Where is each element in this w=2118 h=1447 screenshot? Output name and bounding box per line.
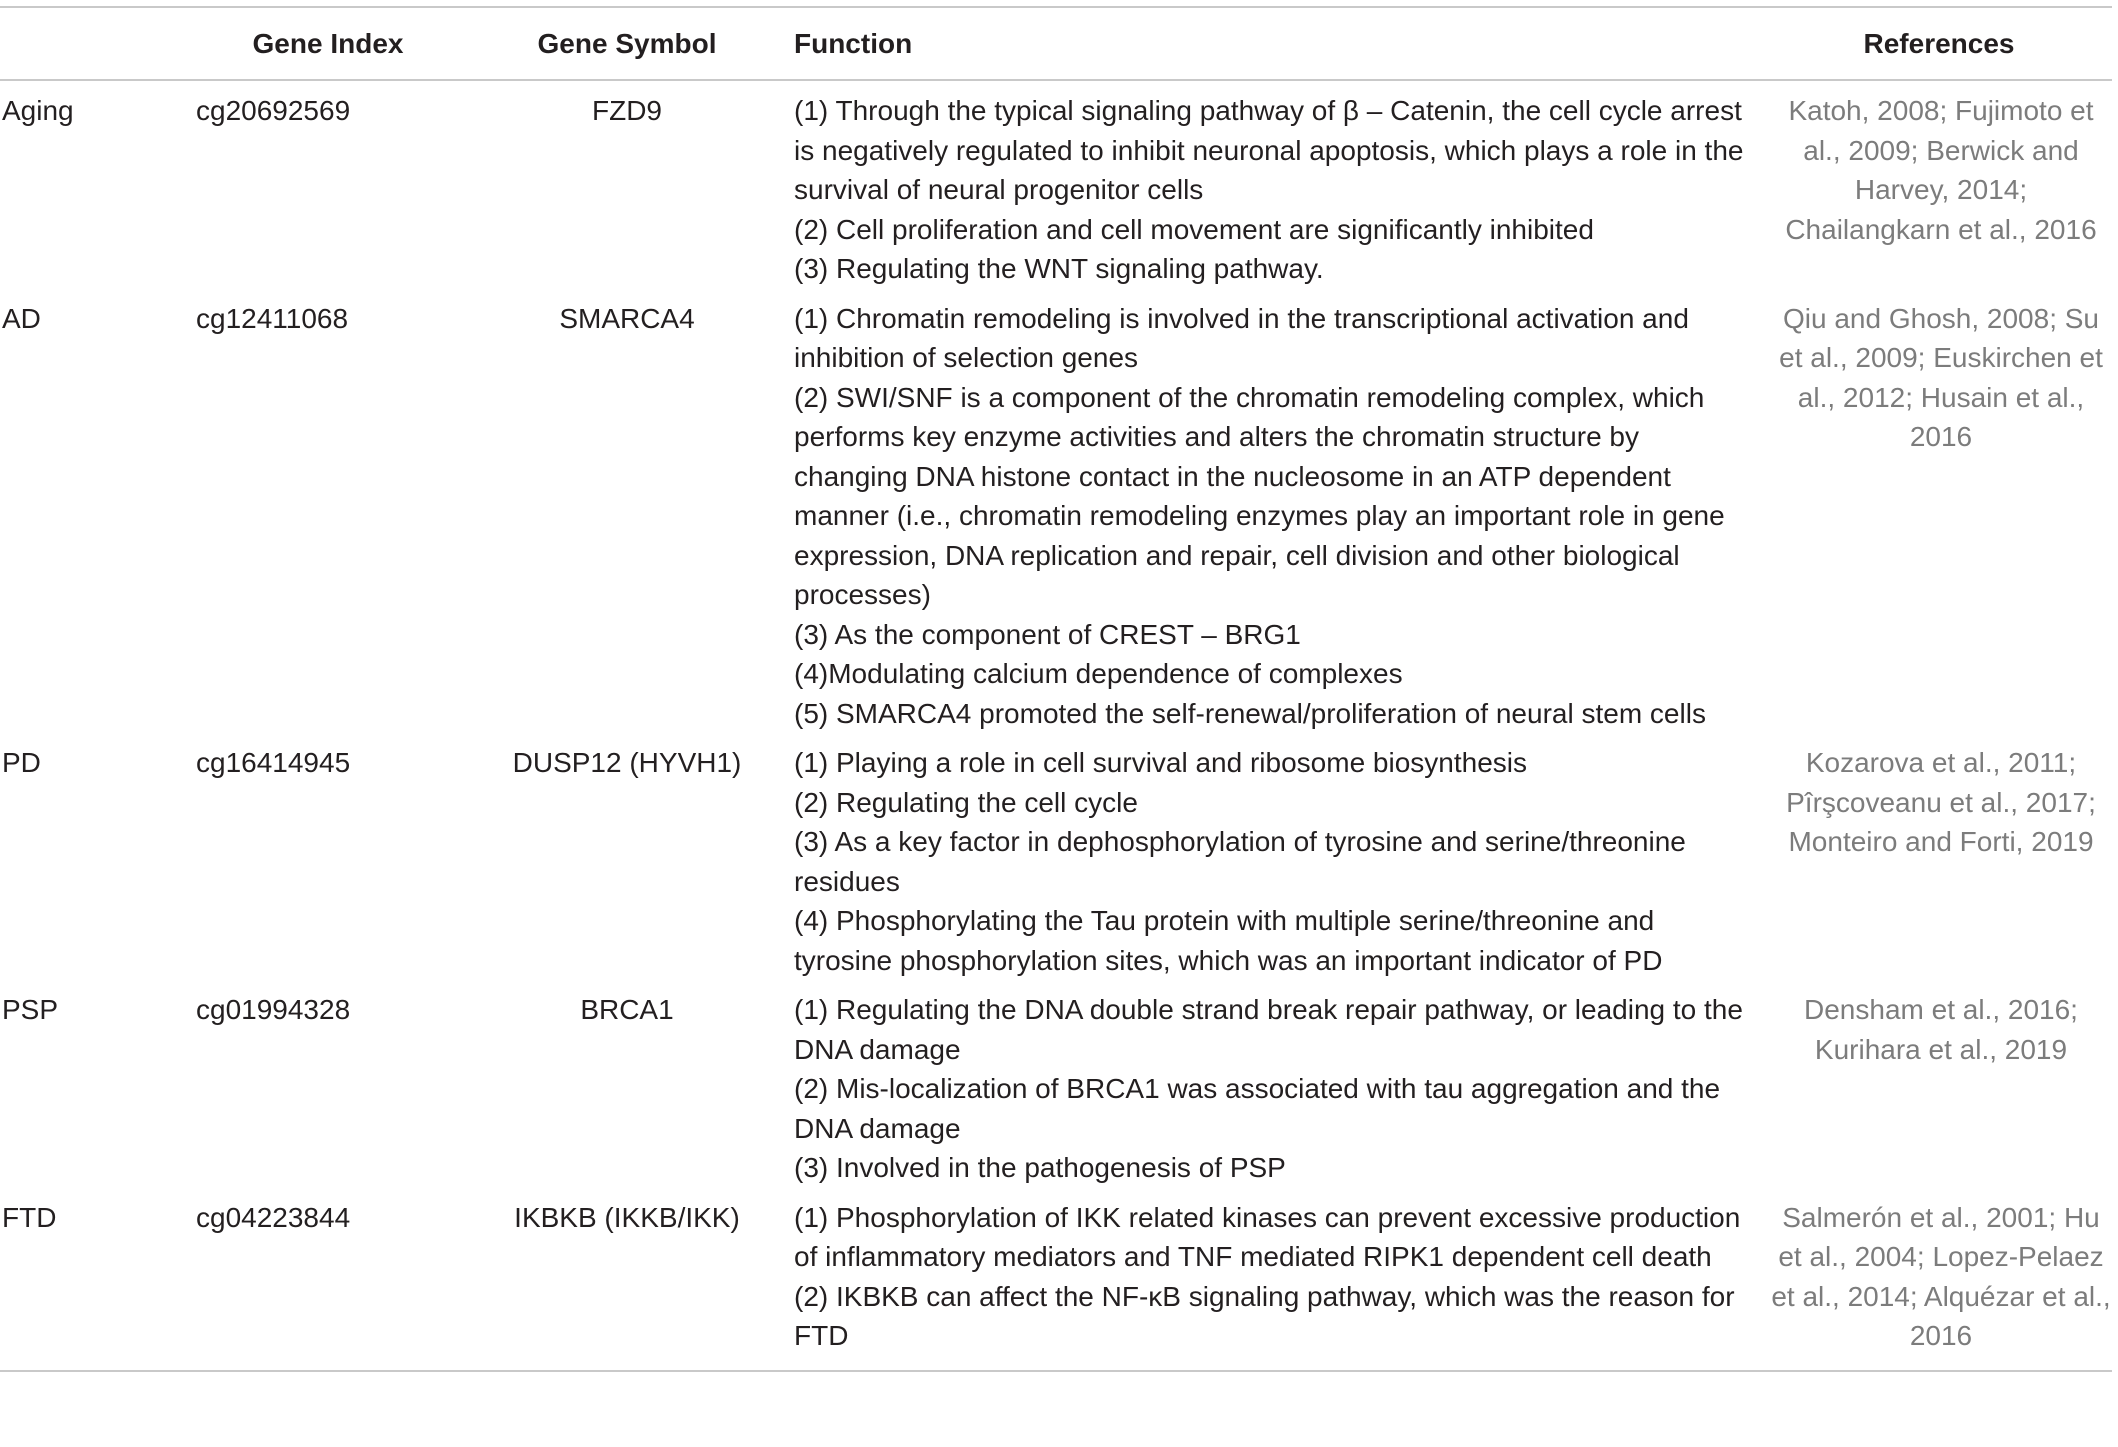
disease-cell: PD bbox=[2, 747, 41, 778]
header-gene-index: Gene Index bbox=[196, 7, 460, 80]
gene-index-cell: cg16414945 bbox=[196, 747, 351, 778]
function-item: (4) Phosphorylating the Tau protein with multiple serine/threonine and tyrosine phosphorylation sites, which was an important indicator of PD bbox=[794, 905, 1663, 976]
header-row bbox=[0, 7, 2112, 80]
header-gene-symbol: Gene Symbol bbox=[460, 7, 794, 80]
function-item: (2) IKBKB can affect the NF-κB signaling pathway, which was the reason for FTD bbox=[794, 1280, 1735, 1351]
function-item: (3) Involved in the pathogenesis of PSP bbox=[794, 1152, 1286, 1183]
references-cell: Salmerón et al., 2001; Hu et al., 2004; Lopez-Pelaez et al., 2014; Alquézar et al., 2016 bbox=[1766, 1193, 2112, 1371]
function-item: (1) Chromatin remodeling is involved in the transcriptional activation and inhibition of selection genes bbox=[794, 302, 1689, 373]
table-row bbox=[0, 294, 2112, 739]
gene-index-cell: cg12411068 bbox=[196, 302, 349, 334]
function-cell bbox=[794, 1193, 1766, 1371]
function-cell bbox=[794, 985, 1766, 1193]
disease-cell: Aging bbox=[2, 95, 74, 126]
function-item: (5) SMARCA4 promoted the self-renewal/proliferation of neural stem cells bbox=[794, 697, 1706, 729]
gene-index-cell: cg01994328 bbox=[196, 994, 351, 1025]
function-item: (3) As the component of CREST – BRG1 bbox=[794, 618, 1301, 650]
table-row bbox=[0, 985, 2112, 1193]
table-row bbox=[0, 1193, 2112, 1371]
gene-symbol-cell: FZD9 bbox=[592, 95, 662, 126]
table-body bbox=[0, 80, 2112, 1371]
table-row bbox=[0, 80, 2112, 294]
references-cell: Kozarova et al., 2011; Pîrşcoveanu et al., 2017; Monteiro and Forti, 2019 bbox=[1786, 747, 2096, 857]
function-cell bbox=[794, 294, 1766, 739]
function-item: (1) Playing a role in cell survival and ribosome biosynthesis bbox=[794, 747, 1528, 778]
disease-cell: AD bbox=[2, 302, 41, 334]
references-cell: Katoh, 2008; Fujimoto et al., 2009; Berwick and Harvey, 2014; Chailangkarn et al., 2016 bbox=[1785, 95, 2097, 245]
references-cell: Qiu and Ghosh, 2008; Su et al., 2009; Euskirchen et al., 2012; Husain et al., 2016 bbox=[1779, 302, 2103, 452]
header-references: References bbox=[1766, 7, 2112, 80]
function-item: (2) SWI/SNF is a component of the chromatin remodeling complex, which performs key enzyme activities and alters the chromatin structure by changing DNA histone contact in the nucleosome in an ATP dependent manner (i.e., chromatin remodeling enzymes play an important role in gene expression, DNA replication and repair, cell division and other biological processes) bbox=[794, 381, 1725, 610]
function-item: (3) As a key factor in dephosphorylation of tyrosine and serine/threonine residues bbox=[794, 826, 1686, 897]
function-item: (1) Regulating the DNA double strand break repair pathway, or leading to the DNA damage bbox=[794, 994, 1743, 1065]
function-cell bbox=[794, 738, 1766, 985]
references-cell: Densham et al., 2016; Kurihara et al., 2019 bbox=[1804, 994, 2078, 1065]
gene-symbol-cell: IKBKB (IKKB/IKK) bbox=[460, 1193, 794, 1371]
function-item: (2) Mis-localization of BRCA1 was associated with tau aggregation and the DNA damage bbox=[794, 1073, 1721, 1144]
header-disease bbox=[0, 7, 196, 80]
gene-symbol-cell: BRCA1 bbox=[580, 994, 674, 1025]
header-function: Function bbox=[794, 7, 1766, 80]
gene-function-table bbox=[0, 6, 2112, 1372]
gene-symbol-cell: DUSP12 (HYVH1) bbox=[512, 747, 742, 778]
table-header bbox=[0, 7, 2112, 80]
gene-symbol-cell: SMARCA4 bbox=[559, 302, 695, 334]
function-item: (4)Modulating calcium dependence of complexes bbox=[794, 658, 1403, 689]
disease-cell: PSP bbox=[2, 994, 59, 1025]
table-row bbox=[0, 738, 2112, 985]
function-item: (1) Phosphorylation of IKK related kinases can prevent excessive production of inflammatory mediators and TNF mediated RIPK1 dependent cell death bbox=[794, 1201, 1741, 1272]
function-item: (2) Regulating the cell cycle bbox=[794, 786, 1138, 818]
gene-index-cell: cg04223844 bbox=[196, 1193, 460, 1371]
disease-cell: FTD bbox=[0, 1193, 196, 1371]
function-item: (3) Regulating the WNT signaling pathway. bbox=[794, 253, 1324, 284]
gene-index-cell: cg20692569 bbox=[196, 95, 351, 126]
function-item: (1) Through the typical signaling pathway of β – Catenin, the cell cycle arrest is negatively regulated to inhibit neuronal apoptosis, which plays a role in the survival of neural progenitor cells bbox=[794, 95, 1744, 205]
function-item: (2) Cell proliferation and cell movement are significantly inhibited bbox=[794, 213, 1594, 245]
function-cell bbox=[794, 80, 1766, 294]
